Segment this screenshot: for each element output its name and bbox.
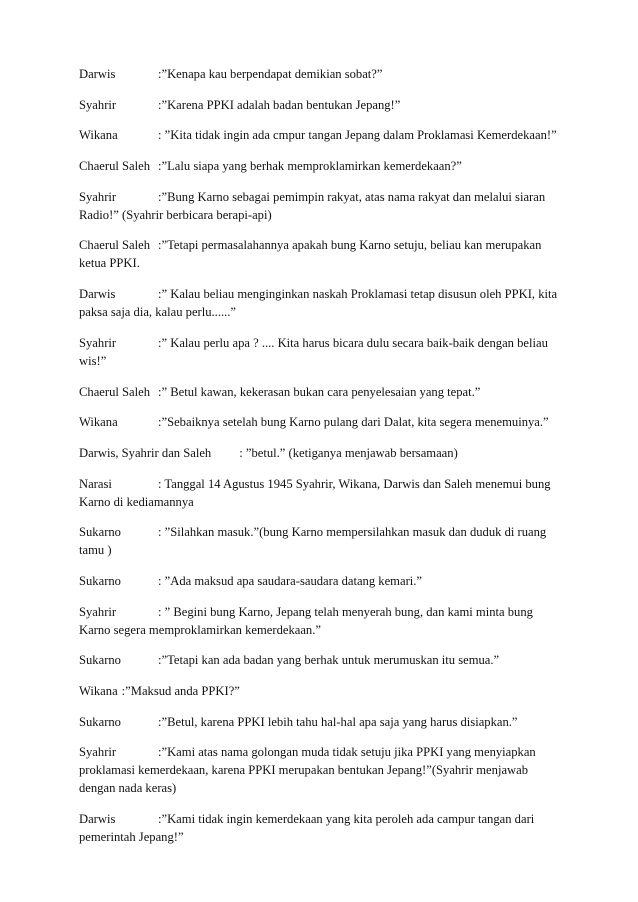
speaker-name: Syahrir [79, 745, 117, 760]
dialogue-line [79, 810, 563, 846]
dialogue-text: : ” Begini bung Karno, Jepang telah menyerah bung, dan kami minta bung Karno segera memproklamirkan kemerdekaan.” [79, 604, 533, 637]
speaker-name: Syahrir [79, 189, 117, 204]
dialogue-text: : ”betul.” (ketiganya menjawab bersamaan) [239, 445, 458, 460]
dialogue-text: :”Sebaiknya setelah bung Karno pulang dari Dalat, kita segera menemuinya.” [158, 415, 549, 430]
dialogue-text: :”Kami atas nama golongan muda tidak setuju jika PPKI yang menyiapkan proklamasi kemerdekaan, karena PPKI merupakan bentukan Jepang!”(Syahrir menjawab dengan nada keras) [79, 745, 536, 796]
dialogue-text: :”Karena PPKI adalah badan bentukan Jepang!” [158, 97, 401, 112]
dialogue-text: :”Lalu siapa yang berhak memproklamirkan kemerdekaan?” [158, 159, 462, 174]
dialogue-line [79, 475, 563, 511]
dialogue-text: :” Betul kawan, kekerasan bukan cara penyelesaian yang tepat.” [158, 384, 481, 399]
speaker-name: Chaerul Saleh [79, 384, 150, 399]
speaker-name: Sukarno [79, 653, 121, 668]
dialogue-line [79, 603, 563, 639]
dialogue-text: :”Maksud anda PPKI?” [121, 684, 240, 698]
dialogue-text: : ”Ada maksud apa saudara-saudara datang kemari.” [158, 573, 422, 588]
dialogue-text: :”Kami tidak ingin kemerdekaan yang kita peroleh ada campur tangan dari pemerintah Jepang!” [79, 812, 535, 845]
speaker-name: Darwis [79, 812, 116, 827]
dialogue-text: :”Tetapi kan ada badan yang berhak untuk merumuskan itu semua.” [158, 653, 500, 668]
dialogue-line [79, 413, 563, 431]
speaker-name: Narasi [79, 476, 112, 491]
dialogue-line [79, 743, 563, 797]
speaker-name: Chaerul Saleh [79, 238, 150, 253]
dialogue-line [79, 682, 563, 700]
speaker-name: Syahrir [79, 335, 117, 350]
dialogue-line [79, 126, 563, 144]
speaker-name: Darwis, Syahrir dan Saleh [79, 445, 212, 460]
dialogue-line [79, 236, 563, 272]
dialogue-line [79, 188, 563, 224]
speaker-name: Chaerul Saleh [79, 159, 150, 174]
dialogue-text: : ”Silahkan masuk.”(bung Karno mempersilahkan masuk dan duduk di ruang tamu ) [79, 525, 547, 558]
speaker-name: Sukarno [79, 525, 121, 540]
speaker-name: Syahrir [79, 604, 117, 619]
dialogue-line [79, 285, 563, 321]
dialogue-line [79, 713, 563, 731]
speaker-name: Darwis [79, 67, 116, 81]
dialogue-line [79, 334, 563, 370]
dialogue-line [79, 651, 563, 669]
speaker-name: Syahrir [79, 97, 117, 112]
speaker-name: Wikana [79, 415, 118, 430]
dialogue-line [79, 572, 563, 590]
dialogue-line [79, 65, 563, 83]
speaker-name: Wikana [79, 684, 118, 698]
dialogue-text: :” Kalau beliau menginginkan naskah Proklamasi tetap disusun oleh PPKI, kita paksa saja dia, kalau perlu......” [79, 287, 558, 320]
dialogue-text: :”Tetapi permasalahannya apakah bung Karno setuju, beliau kan merupakan ketua PPKI. [79, 238, 542, 271]
speaker-name: Sukarno [79, 573, 121, 588]
dialogue-line [79, 96, 563, 114]
speaker-name: Wikana [79, 128, 118, 143]
dialogue-line [79, 383, 563, 401]
dialogue-line [79, 157, 563, 175]
dialogue-text: :”Kenapa kau berpendapat demikian sobat?” [158, 67, 383, 81]
speaker-name: Darwis [79, 287, 116, 302]
dialogue-text: :” Kalau perlu apa ? .... Kita harus bicara dulu secara baik-baik dengan beliau wis!” [79, 335, 548, 368]
speaker-name: Sukarno [79, 714, 121, 729]
dialogue-text: : Tanggal 14 Agustus 1945 Syahrir, Wikana, Darwis dan Saleh menemui bung Karno di kediamannya [79, 476, 551, 509]
dialogue-line [79, 444, 563, 462]
dialogue-text: :”Betul, karena PPKI lebih tahu hal-hal apa saja yang harus disiapkan.” [158, 714, 518, 729]
dialogue-text: :”Bung Karno sebagai pemimpin rakyat, atas nama rakyat dan melalui siaran Radio!” (Syahrir berbicara berapi-api) [79, 189, 546, 222]
dialogue-text: : ”Kita tidak ingin ada cmpur tangan Jepang dalam Proklamasi Kemerdekaan!” [158, 128, 557, 143]
dialogue-page [79, 65, 563, 859]
dialogue-line [79, 523, 563, 559]
